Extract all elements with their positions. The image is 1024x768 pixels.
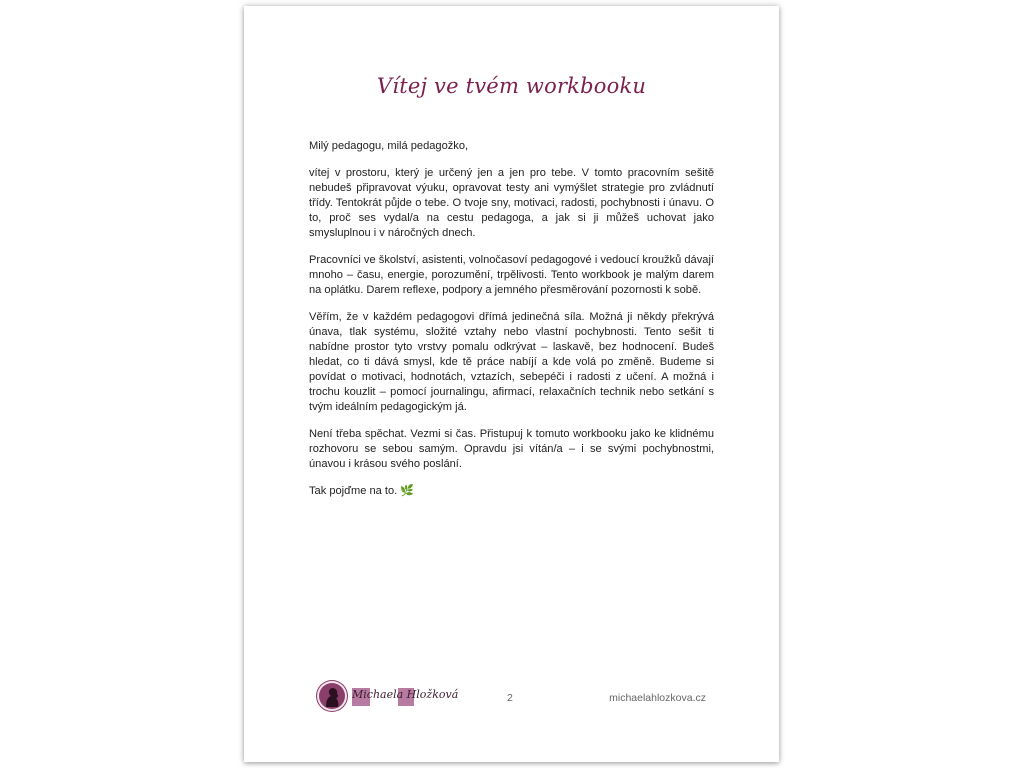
closing-text: Tak pojďme na to. xyxy=(309,485,398,497)
page-footer xyxy=(244,678,779,718)
page xyxy=(244,6,779,762)
brand-logo xyxy=(316,678,459,714)
paragraph-4: Není třeba spěchat. Vezmi si čas. Přistupuj k tomuto workbooku jako ke klidnému rozhovoru se sebou samým. Opravdu jsi vítán/a – i se svými pochybnostmi, únavou i krásou svého poslání. xyxy=(309,428,714,470)
paragraph-1: vítej v prostoru, který je určený jen a jen pro tebe. V tomto pracovním sešitě nebudeš připravovat výuku, opravovat testy ani vymýšlet strategie pro zvládnutí třídy. Tentokrát půjde o tebe. O tvoje sny, motivaci, radosti, pochybnosti i únavu. O to, proč ses vydal/a na cestu pedagoga, a jak si ji můžeš uchovat jako smysluplnou i v náročných dnech. xyxy=(309,167,714,239)
greeting: Milý pedagogu, milá pedagožko, xyxy=(309,140,469,152)
page-title: Vítej ve tvém workbooku xyxy=(376,74,647,98)
website-link[interactable]: michaelahlozkova.cz xyxy=(609,692,706,704)
closing-line xyxy=(309,484,714,499)
page-number: 2 xyxy=(507,692,513,704)
paragraph-3: Věřím, že v každém pedagogovi dřímá jedinečná síla. Možná ji někdy překrývá únava, tlak systému, složité vztahy nebo vlastní pochybnosti. Tento sešit ti nabídne prostor tyto vrstvy pomalu odkrývat – laskavě, bez hodnocení. Budeš hledat, co ti dává smysl, kde tě práce nabíjí a kde volá po změně. Budeme si povídat o motivaci, hodnotách, vztazích, sebepéči i radosti z učení. A možná i trochu kouzlit – pomocí journalingu, afirmací, relaxačních technik nebo setkání s tvým ideálním pedagogickým já. xyxy=(309,311,714,413)
leaf-icon: 🌿 xyxy=(400,485,415,497)
body-text xyxy=(309,139,714,511)
paragraph-2: Pracovníci ve školství, asistenti, volnočasoví pedagogové i vedoucí kroužků dávají mnoho – času, energie, porozumění, trpělivosti. Tento workbook je malým darem na oplátku. Darem reflexe, podpory a jemného přesměrování pozornosti k sobě. xyxy=(309,254,714,296)
logo-silhouette-icon xyxy=(316,680,348,712)
logo-text: Michaela Hložková xyxy=(352,688,459,701)
